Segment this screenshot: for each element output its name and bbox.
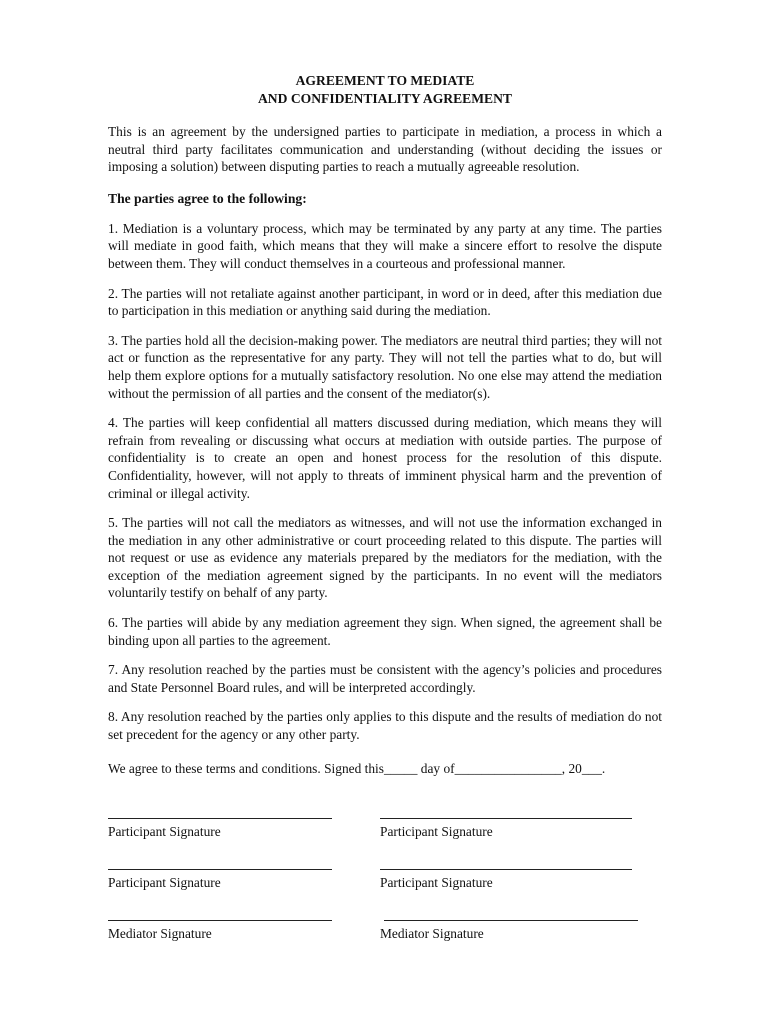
signature-row-2 [108,869,668,909]
clause-8: 8. Any resolution reached by the parties only applies to this dispute and the results of mediation do not set precedent for the agency or any other party. [108,709,662,743]
clause-3: 3. The parties hold all the decision-making power. The mediators are neutral third parties; they will not act or function as the representative for any party. They will not tell the parties what to do, but will help them explore options for a mutually satisfactory resolution. No one else may attend the mediation without the permission of all parties and the consent of the mediator(s). [108,332,662,401]
clause-2: 2. The parties will not retaliate against another participant, in word or in deed, after this mediation due to participation in this mediation or anything said during the mediation. [108,285,662,319]
title-line-2: AND CONFIDENTIALITY AGREEMENT [257,91,513,106]
signature-label: Participant Signature [380,875,493,890]
signature-label: Participant Signature [108,875,221,890]
signature-label: Participant Signature [108,824,221,839]
agree-heading: The parties agree to the following: [108,190,307,206]
participant-signature-3[interactable] [108,869,332,891]
signature-line [108,920,332,921]
signature-row-1 [108,818,668,858]
signature-label: Mediator Signature [380,926,484,941]
clause-5: 5. The parties will not call the mediators as witnesses, and will not use the information exchanged in the mediation in any other administrative or court proceeding related to this dispute. The parties will not request or use as evidence any materials prepared by the mediators for the mediation, with the exception of the mediation agreement signed by the participants. In no event will the mediators voluntarily testify on behalf of any party. [108,515,662,601]
mediator-signature-1[interactable] [108,920,332,942]
signature-line [380,869,632,870]
participant-signature-4[interactable] [380,869,632,891]
clause-1: 1. Mediation is a voluntary process, which may be terminated by any party at any time. The parties will mediate in good faith, which means that they will make a sincere effort to resolve the dispute between them. They will conduct themselves in a courteous and professional manner. [108,220,662,271]
signature-row-3 [108,920,668,960]
signature-label: Participant Signature [380,824,493,839]
signed-date-line: We agree to these terms and conditions. Signed this_____ day of________________, 20___. [108,760,606,776]
signature-line [380,818,632,819]
intro-paragraph: This is an agreement by the undersigned parties to participate in mediation, a process in which a neutral third party facilitates communication and understanding (without deciding the issues or imposing a solution) between disputing parties to reach a mutually agreeable resolution. [108,124,662,175]
signature-label: Mediator Signature [108,926,212,941]
participant-signature-1[interactable] [108,818,332,840]
signature-line [108,869,332,870]
participant-signature-2[interactable] [380,818,632,840]
signature-line [108,818,332,819]
document-body [108,72,662,778]
clause-6: 6. The parties will abide by any mediation agreement they sign. When signed, the agreement shall be binding upon all parties to the agreement. [108,615,662,648]
signature-line [384,920,638,921]
clause-4: 4. The parties will keep confidential all matters discussed during mediation, which means they will refrain from revealing or discussing what occurs at mediation with outside parties. The purpose of confidentiality is to create an open and honest process for the resolution of this dispute. Confidentiality, however, will not apply to threats of imminent physical harm and the prevention of criminal or illegal activity. [108,415,662,501]
title-line-1: AGREEMENT TO MEDIATE [295,73,475,88]
mediator-signature-2[interactable] [380,920,638,942]
clause-7: 7. Any resolution reached by the parties must be consistent with the agency’s policies and procedures and State Personnel Board rules, and will be interpreted accordingly. [108,662,662,695]
